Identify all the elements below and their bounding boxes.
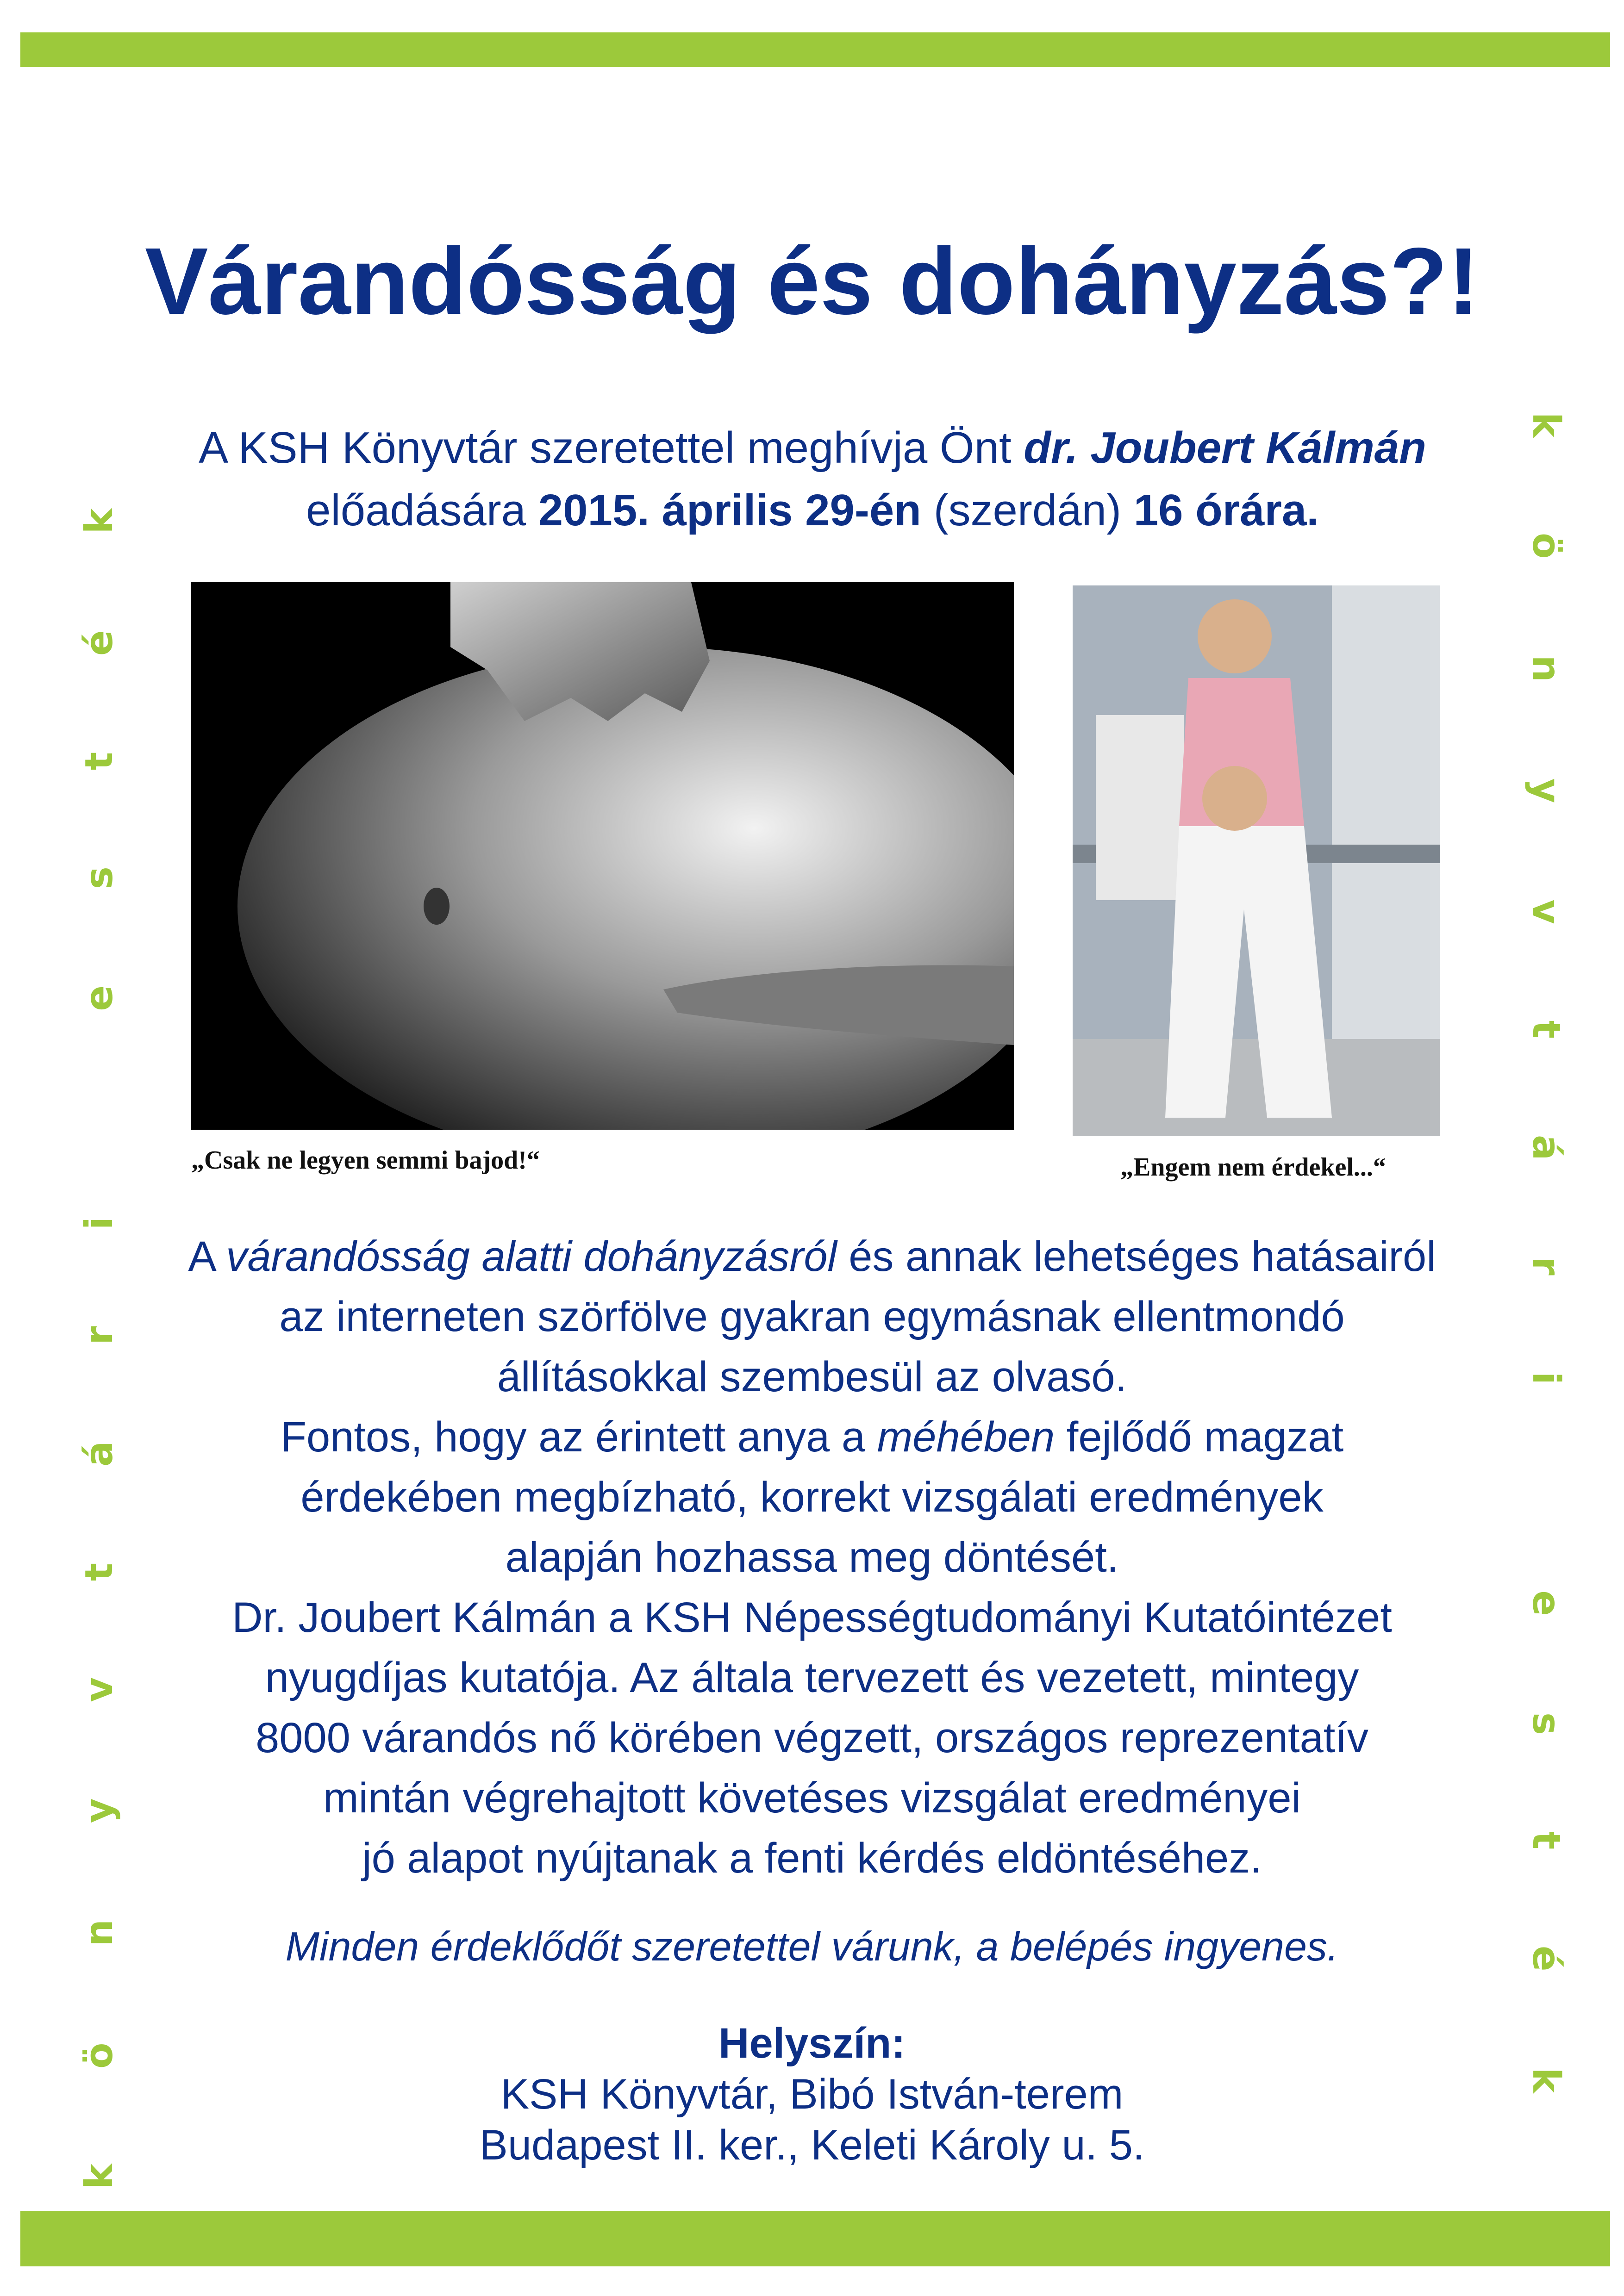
text-span: állításokkal szembesül az olvasó. — [497, 1353, 1127, 1400]
right-photo-caption: „Engem nem érdekel...“ — [1120, 1153, 1386, 1182]
text-span: érdekében megbízható, korrekt vizsgálati eredmények — [300, 1474, 1324, 1521]
paragraph-1 — [139, 1226, 1485, 1407]
side-text-right — [1500, 407, 1593, 2194]
invitation — [153, 417, 1472, 541]
text-span: A — [188, 1233, 214, 1280]
event-day: (szerdán) — [933, 485, 1122, 535]
left-photo-caption: „Csak ne legyen semmi bajod!“ — [191, 1146, 540, 1175]
smoking-woman-photo — [1073, 585, 1440, 1136]
text-span: mintán végrehajtott követéses vizsgálat eredményei — [323, 1774, 1301, 1822]
invitation-lecture: előadására — [306, 485, 526, 535]
closing-invitation: Minden érdeklődőt szeretettel várunk, a belépés ingyenes. — [285, 1923, 1339, 1969]
speaker-name: dr. Joubert Kálmán — [1024, 423, 1426, 473]
body-text — [139, 1226, 1485, 1888]
emphasis-text: várandósság alatti dohányzásról — [226, 1233, 837, 1280]
paragraph-2 — [139, 1407, 1485, 1587]
text-span: 8000 várandós nő körében végzett, országos reprezentatív — [256, 1714, 1368, 1761]
venue-label: Helyszín: — [718, 2020, 906, 2067]
pregnant-belly-photo — [191, 582, 1014, 1130]
bottom-accent-bar — [20, 2211, 1610, 2266]
invitation-prefix: A KSH Könyvtár szeretettel meghívja Önt — [199, 423, 1012, 473]
invitation-line-2 — [153, 479, 1472, 541]
pregnant-belly-image — [191, 582, 1014, 1130]
smoking-woman-image — [1073, 585, 1440, 1136]
venue-line-2: Budapest II. ker., Keleti Károly u. 5. — [479, 2122, 1145, 2169]
emphasis-text: méhében — [877, 1413, 1055, 1461]
side-text-label: könyvtári esték — [1524, 412, 1568, 2189]
side-text-label: könyvtári esték — [77, 412, 122, 2189]
text-span: jó alapot nyújtanak a fenti kérdés eldöntéséhez. — [362, 1835, 1262, 1882]
text-span: az interneten szörfölve gyakran egymásnak ellentmondó — [279, 1293, 1345, 1340]
event-time: 16 órára. — [1133, 485, 1319, 535]
text-span: fejlődő magzat — [1066, 1413, 1344, 1461]
side-text-left — [53, 407, 146, 2194]
top-accent-bar — [20, 32, 1610, 67]
page-title: Várandósság és dohányzás?! — [144, 228, 1480, 334]
text-span: nyugdíjas kutatója. Az általa tervezett és vezetett, mintegy — [265, 1654, 1359, 1701]
text-span: és annak lehetséges hatásairól — [849, 1233, 1436, 1280]
venue-line-1: KSH Könyvtár, Bibó István-terem — [500, 2071, 1124, 2118]
text-span: Fontos, hogy az érintett anya a — [280, 1413, 866, 1461]
paragraph-3 — [139, 1587, 1485, 1888]
event-date: 2015. április 29-én — [538, 485, 921, 535]
text-span: alapján hozhassa meg döntését. — [505, 1534, 1119, 1581]
invitation-line-1 — [153, 417, 1472, 479]
text-span: Dr. Joubert Kálmán a KSH Népességtudományi Kutatóintézet — [232, 1594, 1392, 1641]
venue-block — [139, 2018, 1485, 2171]
